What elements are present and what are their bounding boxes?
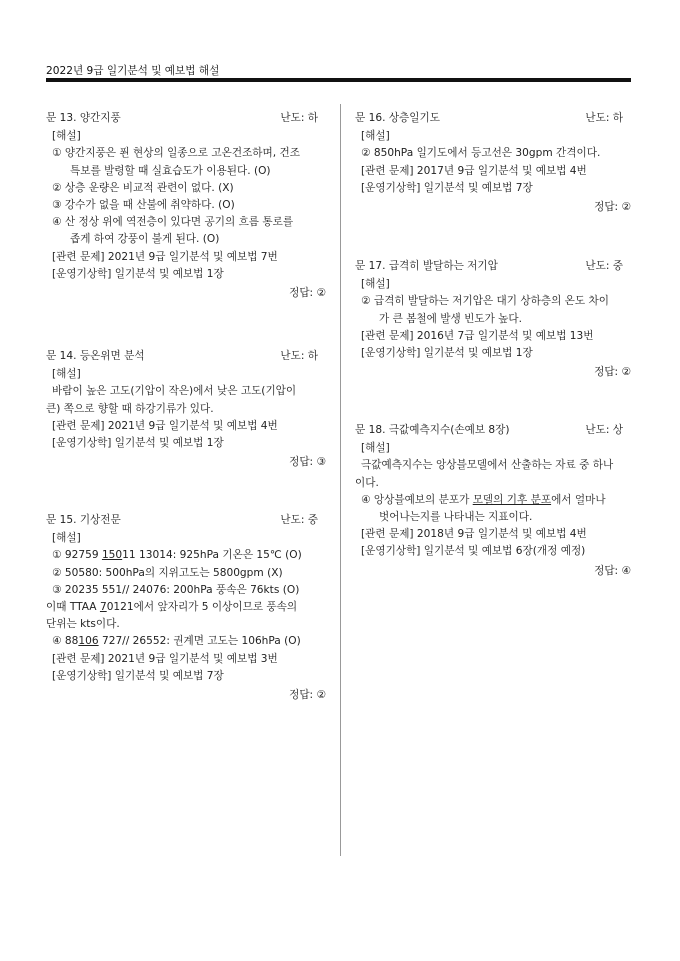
question-title: 문 13. 양간지풍: [46, 112, 121, 124]
item-text: ① 92759: [52, 549, 102, 562]
explanation-item: ③ 강수가 없을 때 산불에 취약하다. (O): [52, 199, 235, 212]
difficulty-label: 난도: 상: [585, 424, 623, 436]
reference: [운영기상학] 일기분석 및 예보법 1장: [52, 267, 224, 280]
explanation-text-continued: 큰) 쪽으로 향할 때 하강기류가 있다.: [46, 402, 214, 415]
question-title: 문 17. 급격히 발달하는 저기압: [355, 260, 498, 272]
explanation-note-continued: 단위는 kts이다.: [46, 618, 120, 631]
question-header: [46, 348, 330, 365]
question-title: 문 15. 기상전문: [46, 514, 121, 526]
item-text-part: 에서 얼마나: [551, 493, 606, 506]
related-question: [관련 문제] 2021년 9급 일기분석 및 예보법 7번: [52, 250, 278, 263]
question-title: 문 16. 상층일기도: [355, 112, 440, 124]
reference: [운영기상학] 일기분석 및 예보법 7장: [361, 181, 533, 194]
answer: 정답: ②: [594, 201, 631, 214]
explanation-item: [46, 547, 330, 564]
underlined-text: 106: [78, 635, 99, 648]
reference: [운영기상학] 일기분석 및 예보법 6장(개정 예정): [361, 545, 586, 558]
underlined-text: 모델의 기후 분포: [472, 493, 552, 506]
explanation-item: ② 50580: 500hPa의 지위고도는 5800gpm (X): [52, 566, 283, 579]
answer: 정답: ②: [289, 287, 326, 300]
explanation-text-continued: 이다.: [355, 476, 379, 489]
column-divider: [340, 104, 341, 856]
section-label: [해설]: [361, 442, 390, 455]
explanation-item: [355, 492, 635, 526]
question-17: [355, 258, 635, 381]
difficulty-label: 난도: 중: [280, 514, 318, 526]
answer: 정답: ②: [594, 366, 631, 379]
explanation-item: ② 850hPa 일기도에서 등고선은 30gpm 간격이다.: [361, 147, 601, 160]
question-14: [46, 348, 330, 471]
question-header: [355, 110, 635, 127]
explanation-item: [46, 214, 330, 248]
related-question: [관련 문제] 2018년 9급 일기분석 및 예보법 4번: [361, 528, 587, 541]
item-text: [361, 492, 635, 509]
difficulty-label: 난도: 중: [585, 260, 623, 272]
section-label: [해설]: [361, 278, 390, 291]
reference: [운영기상학] 일기분석 및 예보법 1장: [361, 347, 533, 360]
related-question: [관련 문제] 2021년 9급 일기분석 및 예보법 3번: [52, 652, 278, 665]
underlined-text: 7: [99, 601, 107, 614]
question-18: [355, 422, 635, 580]
explanation-item: [46, 633, 330, 650]
explanation-item: [46, 145, 330, 179]
item-text: ④ 88: [52, 635, 79, 648]
explanation-text: 극값예측지수는 앙상블모델에서 산출하는 자료 중 하나: [361, 459, 614, 472]
section-label: [해설]: [52, 130, 81, 143]
item-text-part: ④ 앙상블예보의 분포가: [361, 493, 473, 506]
explanation-item: [355, 293, 635, 327]
underlined-text: 150: [101, 549, 123, 562]
question-header: [355, 422, 635, 439]
difficulty-label: 난도: 하: [585, 112, 623, 124]
question-title: 문 14. 등온위면 분석: [46, 350, 145, 362]
question-15: [46, 512, 330, 704]
difficulty-label: 난도: 하: [280, 350, 318, 362]
answer: 정답: ④: [594, 564, 631, 577]
explanation-item: ③ 20235 551// 24076: 200hPa 풍속은 76kts (O): [52, 583, 300, 596]
related-question: [관련 문제] 2016년 7급 일기분석 및 예보법 13번: [361, 329, 594, 342]
explanation-item: ② 상층 운량은 비교적 관련이 없다. (X): [52, 181, 234, 194]
answer: 정답: ②: [289, 689, 326, 702]
related-question: [관련 문제] 2017년 9급 일기분석 및 예보법 4번: [361, 164, 587, 177]
question-title: 문 18. 극값예측지수(손예보 8장): [355, 424, 510, 436]
item-text-continued: 특보를 발령할 때 실효습도가 이용된다. (O): [70, 164, 271, 177]
note-text: 이때 TTAA: [46, 601, 100, 614]
item-text: ① 양간지풍은 푄 현상의 일종으로 고온건조하며, 건조: [52, 147, 300, 160]
page-header-title: 2022년 9급 일기분석 및 예보법 해설: [46, 65, 220, 77]
question-header: [46, 512, 330, 529]
difficulty-label: 난도: 하: [280, 112, 318, 124]
section-label: [해설]: [52, 368, 81, 381]
reference: [운영기상학] 일기분석 및 예보법 1장: [52, 437, 224, 450]
question-13: [46, 110, 330, 302]
item-text: ② 급격히 발달하는 저기압은 대기 상하층의 온도 차이: [361, 295, 609, 308]
reference: [운영기상학] 일기분석 및 예보법 7장: [52, 669, 224, 682]
header-rule: [46, 78, 631, 82]
note-text: 0121에서 앞자리가 5 이상이므로 풍속의: [106, 601, 298, 614]
answer: 정답: ③: [289, 456, 326, 469]
explanation-note: [46, 599, 330, 616]
question-16: [355, 110, 635, 216]
item-text-continued: 좁게 하여 강풍이 불게 된다. (O): [70, 233, 220, 246]
item-text: 11 13014: 925hPa 기온은 15℃ (O): [122, 549, 302, 562]
item-text: ④ 산 정상 위에 역전층이 있다면 공기의 흐름 통로를: [52, 216, 294, 229]
item-text: 727// 26552: 권계면 고도는 106hPa (O): [98, 635, 301, 648]
question-header: [46, 110, 330, 127]
section-label: [해설]: [361, 130, 390, 143]
section-label: [해설]: [52, 532, 81, 545]
explanation-text: 바람이 높은 고도(기압이 작은)에서 낮은 고도(기압이: [52, 385, 297, 398]
item-text-continued: 벗어나는지를 나타내는 지표이다.: [379, 511, 533, 524]
question-header: [355, 258, 635, 275]
related-question: [관련 문제] 2021년 9급 일기분석 및 예보법 4번: [52, 419, 278, 432]
item-text-continued: 가 큰 봄철에 발생 빈도가 높다.: [379, 312, 523, 325]
